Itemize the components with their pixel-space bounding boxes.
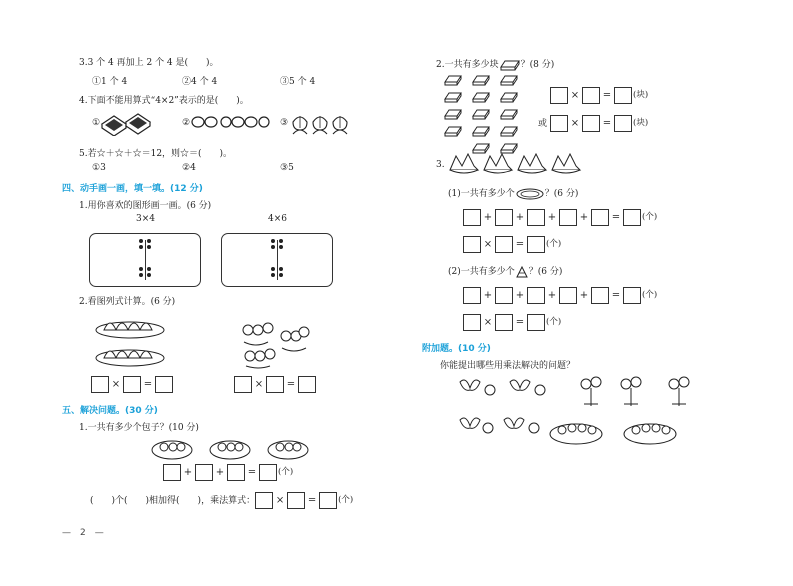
q5-opt-3: ③5 bbox=[280, 163, 294, 173]
answer-box[interactable] bbox=[582, 87, 600, 104]
fill-sentence: ( )个( )相加得( )，乘法算式： bbox=[90, 496, 256, 506]
q3-opt-2: ②4 个 4 bbox=[182, 77, 218, 87]
footer-dash: — bbox=[85, 528, 104, 538]
or-label: 或 bbox=[538, 119, 548, 129]
answer-box[interactable] bbox=[155, 376, 173, 393]
answer-box[interactable] bbox=[463, 209, 481, 226]
answer-box[interactable] bbox=[527, 209, 545, 226]
books-icon bbox=[100, 110, 152, 136]
answer-box[interactable] bbox=[614, 87, 632, 104]
answer-box[interactable] bbox=[559, 287, 577, 304]
r-q3a-text: (1)一共有多少个 bbox=[448, 189, 515, 199]
equals-sign: = bbox=[602, 90, 612, 101]
apple-characters-icon bbox=[238, 318, 310, 370]
r-q2-equation-2 bbox=[538, 115, 648, 133]
plus-sign: + bbox=[579, 212, 589, 223]
answer-box[interactable] bbox=[527, 287, 545, 304]
answer-box[interactable] bbox=[266, 376, 284, 393]
r-q2-equation-1 bbox=[550, 87, 648, 105]
section-5-heading: 五、解决问题。(30 分) bbox=[62, 406, 158, 416]
q4-opt-2: ② bbox=[182, 118, 191, 128]
answer-box[interactable] bbox=[123, 376, 141, 393]
answer-box[interactable] bbox=[163, 464, 181, 481]
plus-sign: + bbox=[215, 467, 225, 478]
s5-q1-stem: 1.一共有多少个包子？(10 分) bbox=[79, 423, 199, 433]
q4-opt-1: ① bbox=[92, 118, 101, 128]
r-q3b-equation-2 bbox=[463, 314, 561, 332]
zongzi-plates-icon bbox=[448, 150, 588, 176]
times-sign: × bbox=[275, 495, 285, 506]
answer-box[interactable] bbox=[255, 492, 273, 509]
unit-label: (个) bbox=[642, 212, 658, 222]
answer-box[interactable] bbox=[495, 314, 513, 331]
unit-label: (个) bbox=[642, 290, 658, 300]
answer-box[interactable] bbox=[527, 236, 545, 253]
q5-stem: 5.若☆＋☆＋☆＝12，则☆＝( )。 bbox=[79, 149, 233, 159]
equals-sign: = bbox=[602, 118, 612, 129]
plus-sign: + bbox=[483, 212, 493, 223]
answer-box[interactable] bbox=[623, 209, 641, 226]
q3-stem: 3.3 个 4 再加上 2 个 4 是( )。 bbox=[79, 58, 219, 68]
r-q2-text: 2.一共有多少块 bbox=[436, 60, 499, 70]
plus-sign: + bbox=[547, 212, 557, 223]
answer-box[interactable] bbox=[495, 287, 513, 304]
q5-opt-2: ②4 bbox=[182, 163, 196, 173]
answer-box[interactable] bbox=[463, 314, 481, 331]
unit-label: (个) bbox=[278, 467, 294, 477]
zongzi-icon bbox=[515, 265, 529, 279]
section-4-heading: 四、动手画一画，填一填。(12 分) bbox=[62, 184, 203, 194]
plus-sign: + bbox=[515, 290, 525, 301]
r-q3a-equation-1 bbox=[463, 209, 657, 227]
answer-box[interactable] bbox=[591, 287, 609, 304]
answer-box[interactable] bbox=[234, 376, 252, 393]
extra-heading: 附加题。(10 分) bbox=[422, 344, 491, 354]
answer-box[interactable] bbox=[591, 209, 609, 226]
equals-sign: = bbox=[143, 379, 153, 390]
times-sign: × bbox=[570, 118, 580, 129]
unit-label: (块) bbox=[633, 90, 649, 100]
answer-box[interactable] bbox=[495, 209, 513, 226]
times-sign: × bbox=[483, 317, 493, 328]
times-sign: × bbox=[483, 239, 493, 250]
q4-opt-3: ③ bbox=[280, 118, 289, 128]
erasers-grid-icon bbox=[443, 74, 523, 156]
glasses-icon bbox=[190, 113, 272, 131]
book-2-label: 4×6 bbox=[268, 214, 287, 224]
s4-q2-equation-1 bbox=[91, 376, 173, 394]
equals-sign: = bbox=[611, 290, 621, 301]
book-1-label: 3×4 bbox=[136, 214, 155, 224]
equals-sign: = bbox=[611, 212, 621, 223]
r-q3a-stem bbox=[448, 186, 578, 200]
r-q2-tail: ？(8 分) bbox=[520, 60, 555, 70]
r-q3b-tail: ？(6 分) bbox=[528, 267, 563, 277]
answer-box[interactable] bbox=[463, 287, 481, 304]
equals-sign: = bbox=[286, 379, 296, 390]
answer-box[interactable] bbox=[614, 115, 632, 132]
eraser-icon bbox=[499, 59, 521, 71]
q3-opt-3: ③5 个 4 bbox=[280, 77, 316, 87]
answer-box[interactable] bbox=[559, 209, 577, 226]
plus-sign: + bbox=[183, 467, 193, 478]
equals-sign: = bbox=[307, 495, 317, 506]
times-sign: × bbox=[570, 90, 580, 101]
equals-sign: = bbox=[515, 239, 525, 250]
binding-rings-icon bbox=[138, 237, 152, 285]
binding-rings-icon bbox=[270, 237, 284, 285]
plus-sign: + bbox=[547, 290, 557, 301]
s4-q2-stem: 2.看图列式计算。(6 分) bbox=[79, 297, 176, 307]
answer-box[interactable] bbox=[287, 492, 305, 509]
answer-box[interactable] bbox=[298, 376, 316, 393]
answer-box[interactable] bbox=[582, 115, 600, 132]
unit-label: (块) bbox=[633, 118, 649, 128]
r-q3b-equation-1 bbox=[463, 287, 657, 305]
answer-box[interactable] bbox=[623, 287, 641, 304]
equals-sign: = bbox=[515, 317, 525, 328]
s5-q1-fill-line bbox=[90, 492, 353, 510]
r-q3b-stem bbox=[448, 264, 562, 279]
answer-box[interactable] bbox=[550, 115, 568, 132]
times-sign: × bbox=[111, 379, 121, 390]
butterflies-flowers-icon bbox=[456, 374, 720, 410]
butterflies-baskets-icon bbox=[456, 410, 700, 450]
answer-box[interactable] bbox=[463, 236, 481, 253]
plates-of-peaches-icon bbox=[94, 310, 166, 372]
peaches-icon bbox=[290, 108, 360, 138]
extra-question: 你能提出哪些用乘法解决的问题？ bbox=[440, 361, 576, 371]
answer-box[interactable] bbox=[495, 236, 513, 253]
footer-dash: — bbox=[62, 528, 81, 538]
r-q2-stem bbox=[436, 57, 554, 71]
plus-sign: + bbox=[515, 212, 525, 223]
unit-label: (个) bbox=[546, 239, 562, 249]
answer-box[interactable] bbox=[91, 376, 109, 393]
q4-stem: 4.下面不能用算式“4×2”表示的是( )。 bbox=[79, 96, 249, 106]
buns-plates-icon bbox=[150, 434, 310, 462]
equals-sign: = bbox=[247, 467, 257, 478]
page-number: 2 bbox=[80, 528, 86, 538]
s5-q1-equation bbox=[163, 464, 293, 482]
unit-label: (个) bbox=[338, 495, 354, 505]
s4-q2-equation-2 bbox=[234, 376, 316, 394]
r-q3a-equation-2 bbox=[463, 236, 561, 254]
q3-opt-1: ①1 个 4 bbox=[92, 77, 128, 87]
plate-icon bbox=[515, 188, 545, 200]
r-q3-number: 3. bbox=[436, 160, 445, 170]
answer-box[interactable] bbox=[550, 87, 568, 104]
answer-box[interactable] bbox=[227, 464, 245, 481]
unit-label: (个) bbox=[546, 317, 562, 327]
answer-box[interactable] bbox=[319, 492, 337, 509]
s4-q1-stem: 1.用你喜欢的图形画一画。(6 分) bbox=[79, 201, 212, 211]
plus-sign: + bbox=[579, 290, 589, 301]
answer-box[interactable] bbox=[195, 464, 213, 481]
plus-sign: + bbox=[483, 290, 493, 301]
r-q3a-tail: ？(6 分) bbox=[544, 189, 579, 199]
r-q3b-text: (2)一共有多少个 bbox=[448, 267, 515, 277]
times-sign: × bbox=[254, 379, 264, 390]
answer-box[interactable] bbox=[259, 464, 277, 481]
page-footer bbox=[62, 525, 104, 538]
answer-box[interactable] bbox=[527, 314, 545, 331]
q5-opt-1: ①3 bbox=[92, 163, 106, 173]
